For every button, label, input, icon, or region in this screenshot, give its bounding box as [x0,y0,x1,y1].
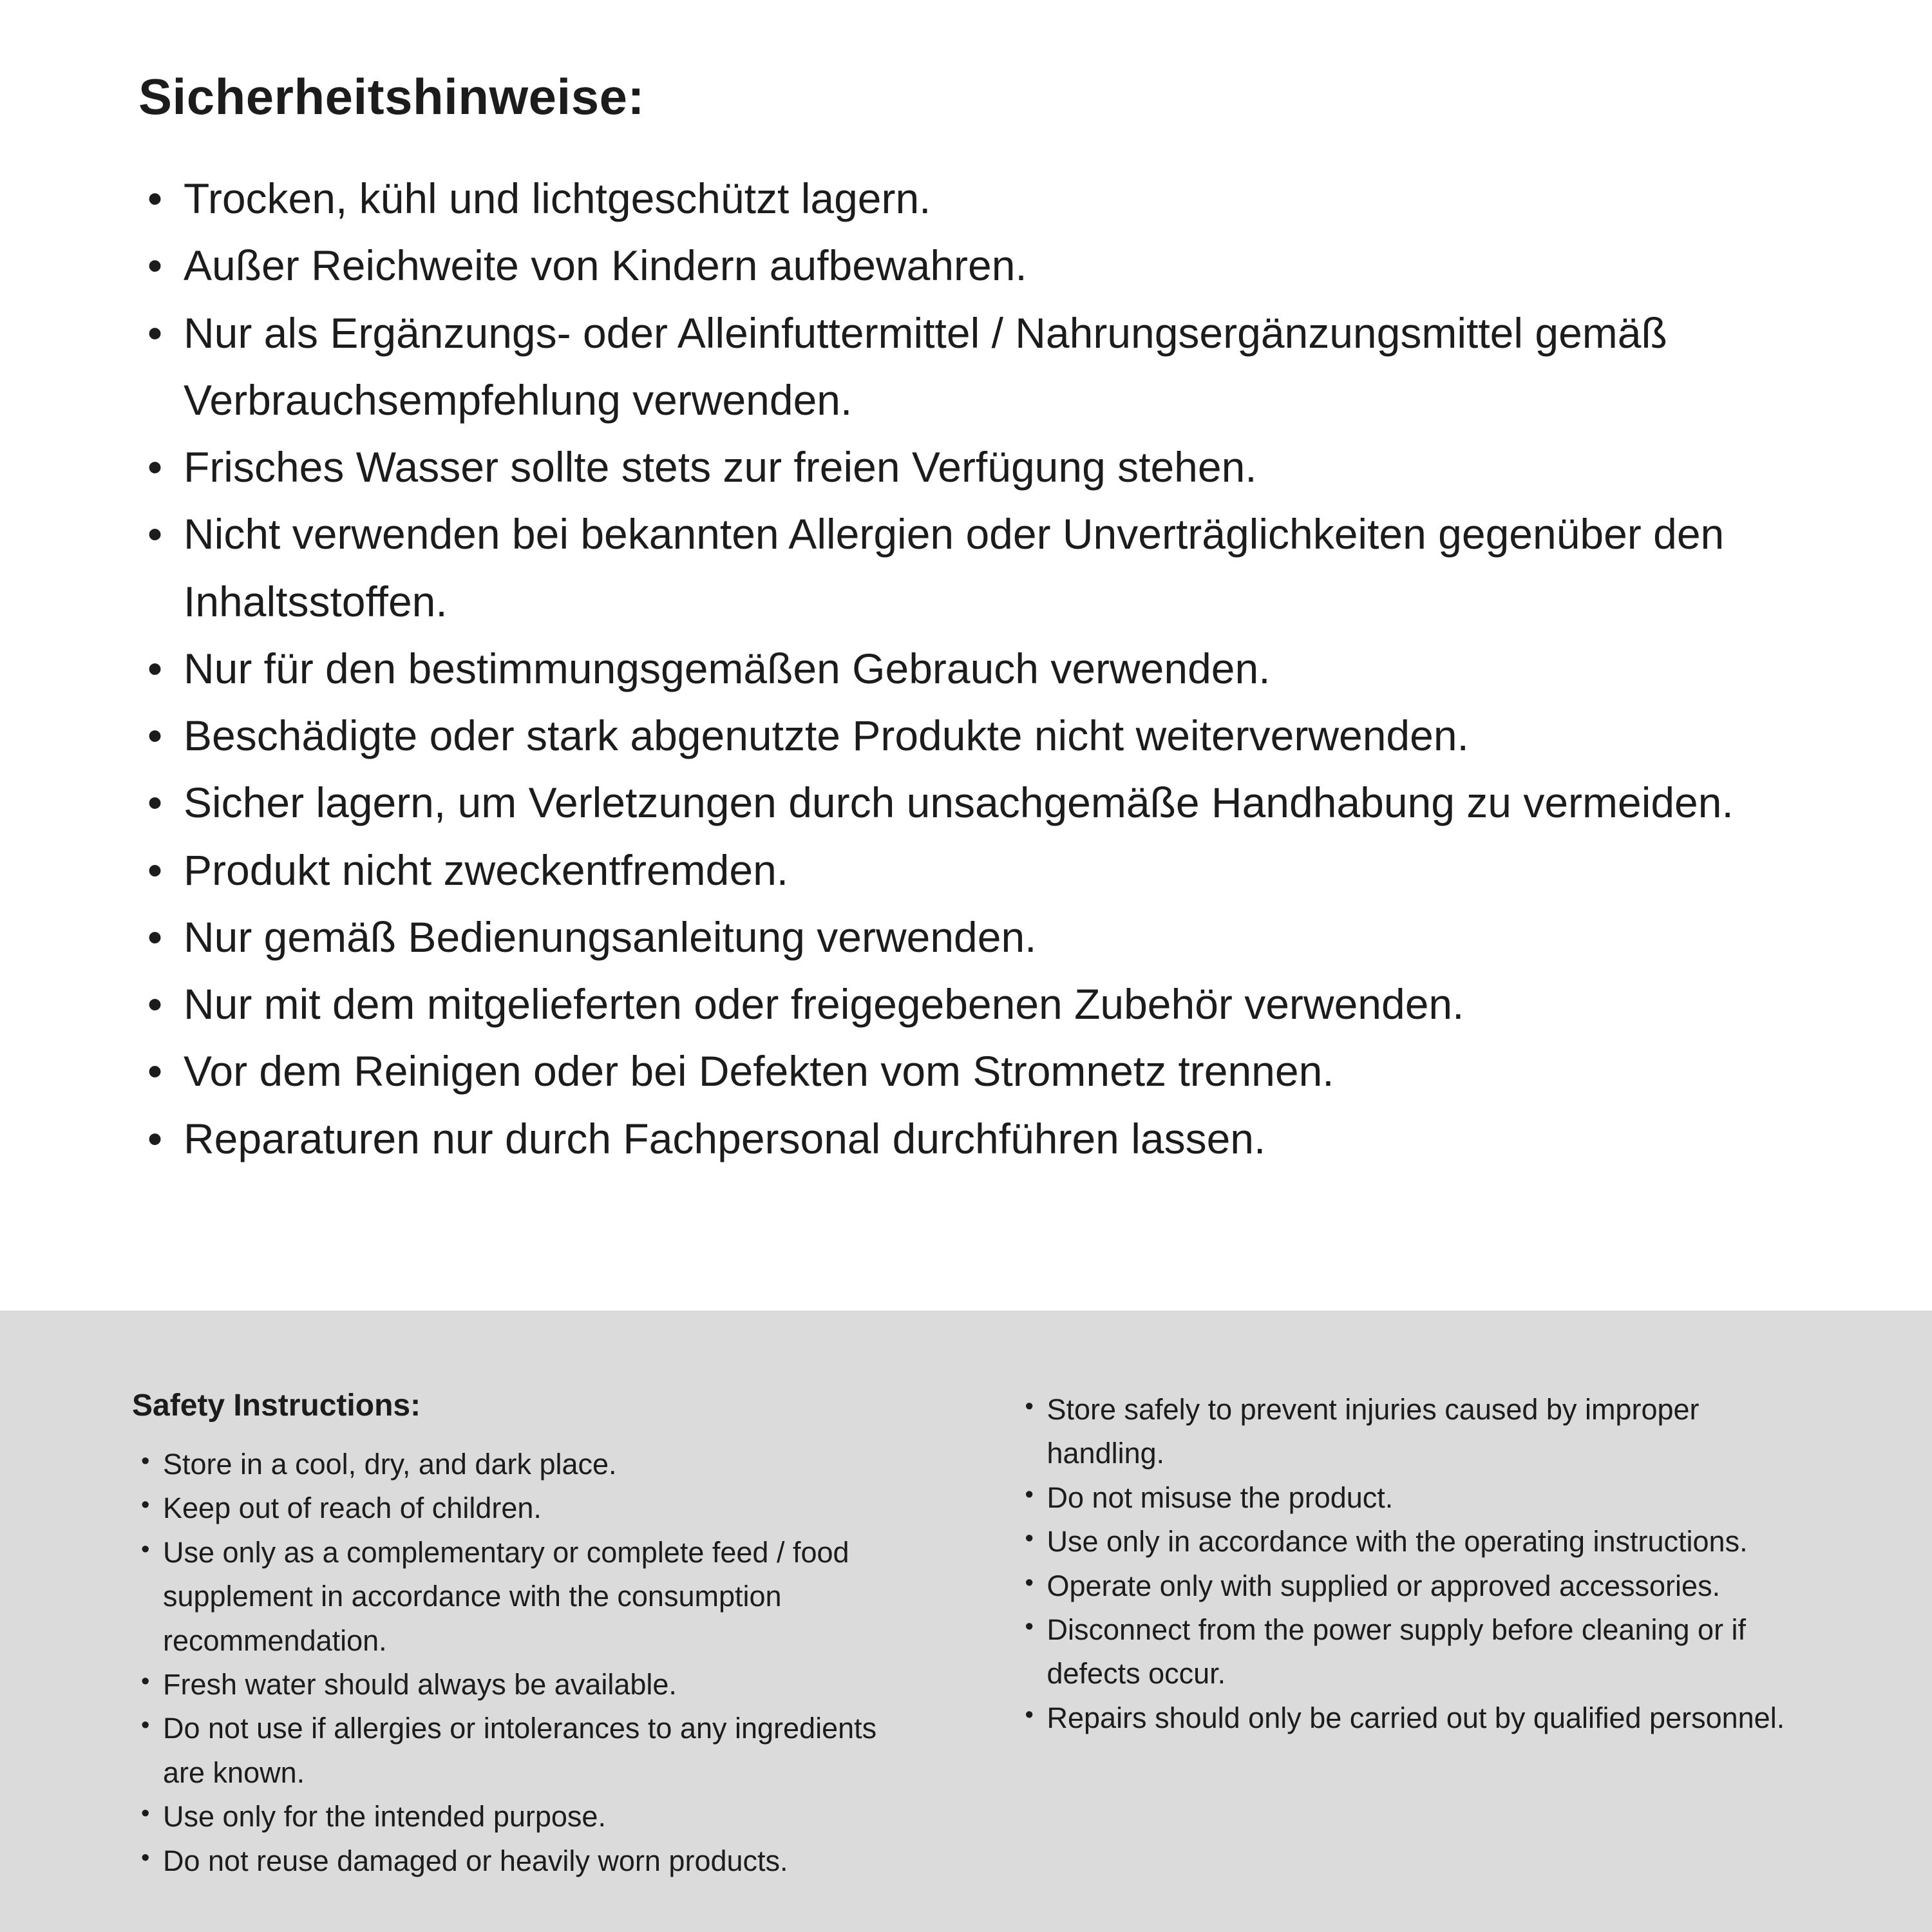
english-right-column [1016,1388,1804,1932]
list-item: • Trocken, kühl und lichtgeschützt lagern. [138,165,1816,232]
english-left-column [132,1388,920,1932]
german-safety-list [138,165,1816,1172]
list-item: • Vor dem Reinigen oder bei Defekten vom Stromnetz trennen. [138,1037,1816,1104]
list-item: • Do not reuse damaged or heavily worn products. [132,1839,920,1883]
list-item: • Außer Reichweite von Kindern aufbewahren. [138,232,1816,299]
list-item: • Fresh water should always be available. [132,1663,920,1707]
list-item: • Store in a cool, dry, and dark place. [132,1443,920,1486]
list-item: • Produkt nicht zweckentfremden. [138,837,1816,904]
list-item: • Store safely to prevent injuries caused by improper handling. [1016,1388,1804,1476]
list-item: • Reparaturen nur durch Fachpersonal durchführen lassen. [138,1105,1816,1172]
list-item: • Nur gemäß Bedienungsanleitung verwenden. [138,904,1816,971]
list-item: • Disconnect from the power supply before cleaning or if defects occur. [1016,1608,1804,1696]
list-item: • Beschädigte oder stark abgenutzte Produkte nicht weiterverwenden. [138,702,1816,769]
list-item: • Operate only with supplied or approved accessories. [1016,1564,1804,1608]
list-item: • Keep out of reach of children. [132,1486,920,1530]
list-item: • Sicher lagern, um Verletzungen durch unsachgemäße Handhabung zu vermeiden. [138,769,1816,836]
list-item: • Repairs should only be carried out by qualified personnel. [1016,1696,1804,1740]
german-section-title: Sicherheitshinweise: [138,68,645,125]
english-safety-list-right [1016,1388,1804,1740]
english-section-title: Safety Instructions: [132,1388,421,1423]
english-safety-list-left [132,1443,920,1883]
list-item: • Do not misuse the product. [1016,1476,1804,1520]
list-item: • Use only for the intended purpose. [132,1795,920,1839]
english-safety-section [0,1311,1932,1932]
list-item: • Nur mit dem mitgelieferten oder freigegebenen Zubehör verwenden. [138,971,1816,1037]
list-item: • Frisches Wasser sollte stets zur freien Verfügung stehen. [138,433,1816,500]
list-item: • Nur als Ergänzungs- oder Alleinfuttermittel / Nahrungsergänzungsmittel gemäß Verbrauchsempfehlung verwenden. [138,299,1816,434]
list-item: • Nicht verwenden bei bekannten Allergien oder Unverträglichkeiten gegenüber den Inhaltsstoffen. [138,500,1816,635]
list-item: • Do not use if allergies or intolerances to any ingredients are known. [132,1707,920,1795]
list-item: • Use only in accordance with the operating instructions. [1016,1520,1804,1564]
list-item: • Use only as a complementary or complete feed / food supplement in accordance with the consumption recommendation. [132,1531,920,1663]
list-item: • Nur für den bestimmungsgemäßen Gebrauch verwenden. [138,635,1816,702]
